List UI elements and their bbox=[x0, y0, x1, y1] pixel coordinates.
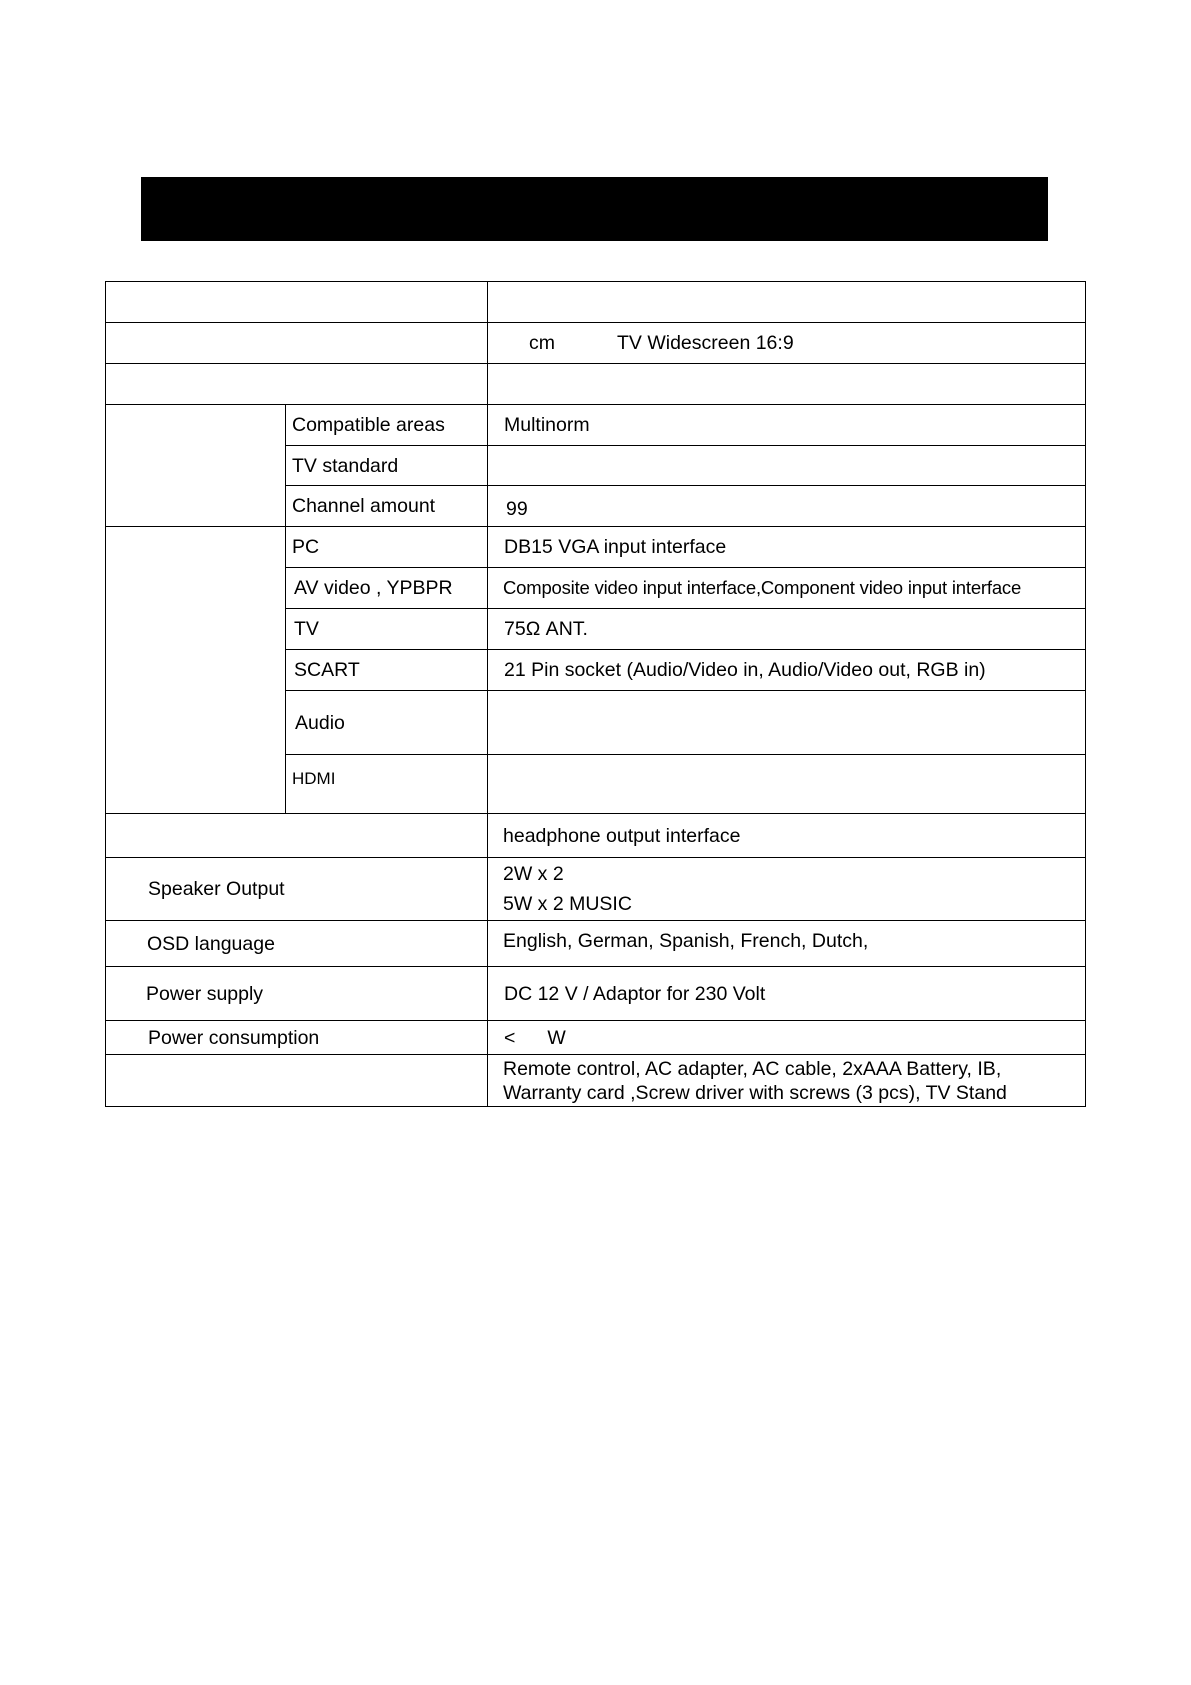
power-consumption-label: Power consumption bbox=[106, 1021, 488, 1055]
audio-value bbox=[488, 691, 1086, 755]
spec-value bbox=[488, 364, 1086, 405]
spec-label bbox=[106, 323, 488, 364]
osd-language-value: English, German, Spanish, French, Dutch, bbox=[488, 921, 1086, 967]
speaker-output-value bbox=[488, 858, 1086, 921]
pc-label: PC bbox=[286, 527, 488, 568]
speaker-output-label: Speaker Output bbox=[106, 858, 488, 921]
table-row bbox=[106, 858, 1086, 921]
table-row bbox=[106, 405, 1086, 446]
section-title-bar bbox=[141, 177, 1048, 241]
compatible-areas-value: Multinorm bbox=[488, 405, 1086, 446]
screen-size-value bbox=[488, 323, 1086, 364]
accessories-line-1: Remote control, AC adapter, AC cable, 2xAAA Battery, IB, bbox=[503, 1057, 1002, 1080]
screen-format: TV Widescreen 16:9 bbox=[617, 332, 794, 354]
osd-language-label: OSD language bbox=[106, 921, 488, 967]
output-label bbox=[106, 814, 488, 858]
tv-input-value: 75Ω ANT. bbox=[488, 609, 1086, 650]
tv-input-label: TV bbox=[286, 609, 488, 650]
table-row bbox=[106, 323, 1086, 364]
table-row bbox=[106, 527, 1086, 568]
specification-table bbox=[105, 281, 1086, 1107]
table-row bbox=[106, 814, 1086, 858]
table-row bbox=[106, 1055, 1086, 1107]
accessories-line-2: Warranty card ,Screw driver with screws (3 pcs), TV Stand bbox=[503, 1081, 1007, 1104]
watt-unit: W bbox=[547, 1026, 566, 1049]
power-supply-value: DC 12 V / Adaptor for 230 Volt bbox=[488, 967, 1086, 1021]
table-row bbox=[106, 282, 1086, 323]
hdmi-label: HDMI bbox=[286, 755, 488, 814]
power-supply-label: Power supply bbox=[106, 967, 488, 1021]
power-consumption-value bbox=[488, 1021, 1086, 1055]
tv-standard-value bbox=[488, 446, 1086, 486]
tv-standard-label: TV standard bbox=[286, 446, 488, 486]
channel-amount-value: 99 bbox=[488, 486, 1086, 527]
av-value: Composite video input interface,Component video input interface bbox=[488, 568, 1086, 609]
speaker-output-line-1: 2W x 2 bbox=[503, 863, 564, 885]
speaker-output-line-2: 5W x 2 MUSIC bbox=[503, 893, 632, 915]
av-label: AV video , YPBPR bbox=[286, 568, 488, 609]
tv-group-label bbox=[106, 405, 286, 527]
headphone-output-value: headphone output interface bbox=[488, 814, 1086, 858]
channel-amount-label: Channel amount bbox=[286, 486, 488, 527]
inputs-group-label bbox=[106, 527, 286, 814]
scart-label: SCART bbox=[286, 650, 488, 691]
less-than-symbol: < bbox=[504, 1026, 516, 1049]
table-row bbox=[106, 967, 1086, 1021]
hdmi-value bbox=[488, 755, 1086, 814]
scart-value: 21 Pin socket (Audio/Video in, Audio/Video out, RGB in) bbox=[488, 650, 1086, 691]
spec-label bbox=[106, 282, 488, 323]
table-row bbox=[106, 1021, 1086, 1055]
spec-label bbox=[106, 364, 488, 405]
compatible-areas-label: Compatible areas bbox=[286, 405, 488, 446]
accessories-label bbox=[106, 1055, 488, 1107]
audio-label: Audio bbox=[286, 691, 488, 755]
spec-value bbox=[488, 282, 1086, 323]
screen-size-unit: cm bbox=[529, 332, 555, 354]
table-row bbox=[106, 921, 1086, 967]
table-row bbox=[106, 364, 1086, 405]
accessories-value bbox=[488, 1055, 1086, 1107]
pc-value: DB15 VGA input interface bbox=[488, 527, 1086, 568]
